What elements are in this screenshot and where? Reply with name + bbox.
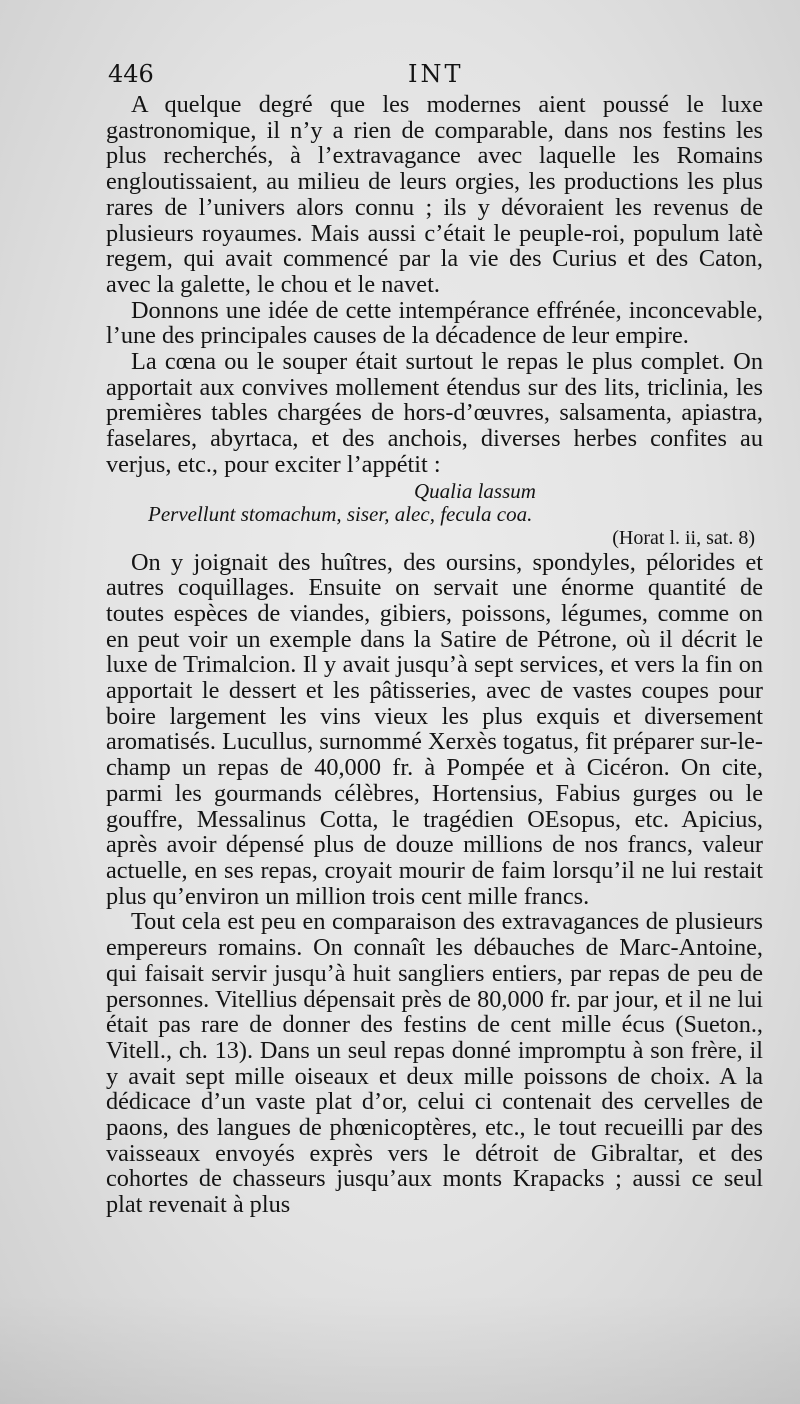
quote-citation: (Horat l. ii, sat. 8) (612, 526, 755, 549)
paragraph-2: Donnons une idée de cette intempérance effrénée, inconcevable, l’une des principales causes de la décadence de leur empire. (106, 296, 763, 350)
running-title: INT (408, 60, 464, 88)
quote-line-1: Qualia lassum (414, 478, 536, 503)
page-shadow (0, 1294, 800, 1404)
paragraph-5: Tout cela est peu en comparaison des extravagances de plusieurs empereurs romains. On connaît les débauches de Marc-Antoine, qui faisait servir jusqu’à huit sangliers entiers, par repas de peu de personnes. Vitellius dépensait près de 80,000 fr. par jour, et il ne lui était pas rare de donner des festins de cent mille écus (Sueton., Vitell., ch. 13). Dans un seul repas donné impromptu à son frère, il y avait sept mille oiseaux et deux mille poissons de choix. A la dédicace d’un vaste plat d’or, celui ci contenait des cervelles de paons, des langues de phœnicoptères, etc., le tout recueilli par des vaisseaux envoyés exprès vers le détroit de Gibraltar, et des cohortes de chasseurs jusqu’aux monts Krapacks ; aussi ce seul plat revenait à plus (106, 908, 763, 1219)
quote-line-2: Pervellunt stomachum, siser, alec, fecula coa. (148, 501, 533, 526)
paragraph-3: La cœna ou le souper était surtout le repas le plus complet. On apportait aux convives mollement étendus sur des lits, triclinia, les premières tables chargées de hors-d’œuvres, salsamenta, apiastra, faselares, abyrtaca, et des anchois, diverses herbes confites au verjus, etc., pour exciter l’appétit : (106, 348, 763, 478)
paragraph-1: A quelque degré que les modernes aient poussé le luxe gastronomique, il n’y a rien de comparable, dans nos festins les plus recherchés, à l’extravagance avec laquelle les Romains engloutissaient, au milieu de leurs orgies, les productions les plus rares de l’univers alors connu ; ils y dévoraient les revenus de plusieurs royaumes. Mais aussi c’était le peuple-roi, populum latè regem, qui avait commencé par la vie des Curius et des Caton, avec la galette, le chou et le navet. (106, 91, 763, 298)
quotation (106, 480, 763, 526)
body-text (106, 92, 763, 1218)
paragraph-4: On y joignait des huîtres, des oursins, spondyles, pélorides et autres coquillages. Ensuite on servait une énorme quantité de toutes espèces de viandes, gibiers, poissons, légumes, comme on en peut voir un exemple dans la Satire de Pétrone, où il décrit le luxe de Trimalcion. Il y avait jusqu’à sept services, et vers la fin on apportait le dessert et les pâtisseries, avec de vastes coupes pour boire largement les vins vieux les plus exquis et diversement aromatisés. Lucullus, surnommé Xerxès togatus, fit préparer sur-le-champ un repas de 40,000 fr. à Pompée et à Cicéron. On cite, parmi les gourmands célèbres, Hortensius, Fabius gurges ou le gouffre, Messalinus Cotta, le tragédien OEsopus, etc. Apicius, après avoir dépensé plus de douze millions de nos francs, valeur actuelle, en ses repas, croyait mourir de faim lorsqu’il ne lui restait plus qu’environ un million trois cent mille francs. (106, 548, 763, 910)
page-number: 446 (108, 60, 154, 88)
